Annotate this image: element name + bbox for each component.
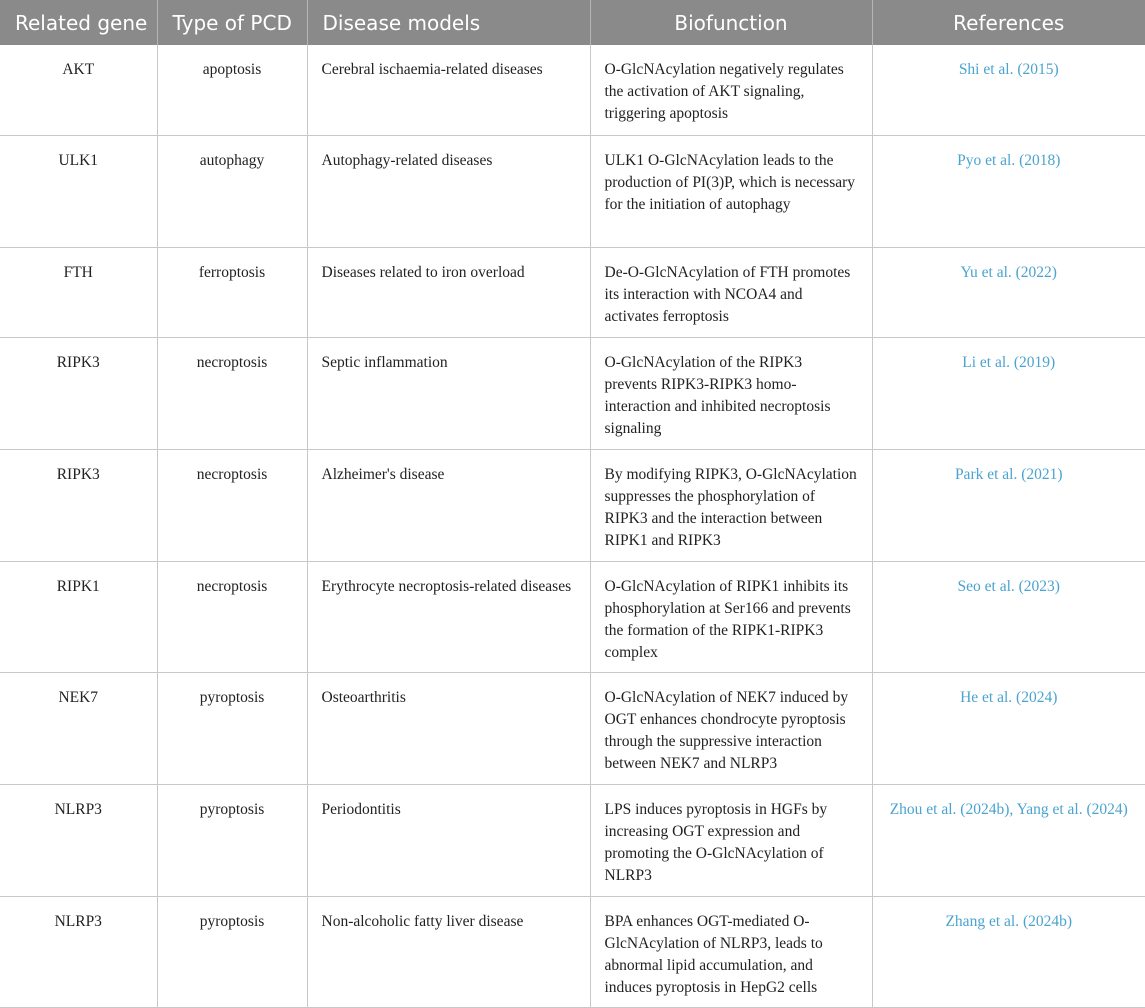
cell-references (872, 45, 1145, 135)
cell-disease-model: Cerebral ischaemia-related diseases (307, 45, 590, 135)
table-body (0, 45, 1145, 1007)
reference-link[interactable]: Pyo et al. (2018) (957, 151, 1061, 169)
cell-type-of-pcd: necroptosis (157, 561, 307, 672)
cell-disease-model: Septic inflammation (307, 337, 590, 449)
cell-disease-model: Non-alcoholic fatty liver disease (307, 896, 590, 1007)
reference-link[interactable]: Yang et al. (2024) (1016, 800, 1128, 818)
reference-link[interactable]: Li et al. (2019) (962, 353, 1056, 371)
table-row (0, 561, 1145, 672)
cell-related-gene: NLRP3 (0, 896, 157, 1007)
cell-disease-model: Diseases related to iron overload (307, 247, 590, 337)
cell-biofunction: De-O-GlcNAcylation of FTH promotes its interaction with NCOA4 and activates ferroptosis (590, 247, 872, 337)
cell-related-gene: RIPK3 (0, 449, 157, 561)
header-type-of-pcd: Type of PCD (157, 0, 307, 45)
cell-biofunction: LPS induces pyroptosis in HGFs by increasing OGT expression and promoting the O-GlcNAcylation of NLRP3 (590, 784, 872, 896)
cell-references (872, 896, 1145, 1007)
table-row (0, 672, 1145, 784)
cell-references (872, 672, 1145, 784)
cell-type-of-pcd: necroptosis (157, 337, 307, 449)
cell-type-of-pcd: autophagy (157, 135, 307, 247)
cell-related-gene: RIPK3 (0, 337, 157, 449)
cell-references (872, 135, 1145, 247)
cell-type-of-pcd: pyroptosis (157, 672, 307, 784)
cell-disease-model: Periodontitis (307, 784, 590, 896)
table-row (0, 45, 1145, 135)
cell-related-gene: FTH (0, 247, 157, 337)
table-header (0, 0, 1145, 45)
table-row (0, 247, 1145, 337)
cell-disease-model: Osteoarthritis (307, 672, 590, 784)
reference-link[interactable]: Seo et al. (2023) (957, 577, 1060, 595)
cell-references (872, 449, 1145, 561)
reference-link[interactable]: Zhang et al. (2024b) (945, 912, 1073, 930)
cell-biofunction: O-GlcNAcylation of RIPK1 inhibits its phosphorylation at Ser166 and prevents the formation of the RIPK1-RIPK3 complex (590, 561, 872, 672)
cell-type-of-pcd: apoptosis (157, 45, 307, 135)
header-related-gene: Related gene (0, 0, 157, 45)
header-biofunction: Biofunction (590, 0, 872, 45)
cell-related-gene: ULK1 (0, 135, 157, 247)
cell-disease-model: Erythrocyte necroptosis-related diseases (307, 561, 590, 672)
cell-disease-model: Alzheimer's disease (307, 449, 590, 561)
cell-related-gene: RIPK1 (0, 561, 157, 672)
cell-biofunction: By modifying RIPK3, O-GlcNAcylation suppresses the phosphorylation of RIPK3 and the interaction between RIPK1 and RIPK3 (590, 449, 872, 561)
table-row (0, 896, 1145, 1007)
reference-link[interactable]: Shi et al. (2015) (958, 61, 1059, 78)
cell-disease-model: Autophagy-related diseases (307, 135, 590, 247)
cell-biofunction: O-GlcNAcylation of the RIPK3 prevents RIPK3-RIPK3 homo-interaction and inhibited necroptosis signaling (590, 337, 872, 449)
cell-type-of-pcd: necroptosis (157, 449, 307, 561)
reference-separator: , (1009, 800, 1017, 818)
reference-link[interactable]: He et al. (2024) (960, 688, 1058, 706)
header-references: References (872, 0, 1145, 45)
header-disease-models: Disease models (307, 0, 590, 45)
cell-biofunction: ULK1 O-GlcNAcylation leads to the production of PI(3)P, which is necessary for the initiation of autophagy (590, 135, 872, 247)
cell-references (872, 247, 1145, 337)
table-row (0, 784, 1145, 896)
cell-references (872, 561, 1145, 672)
cell-references (872, 784, 1145, 896)
table-row (0, 449, 1145, 561)
cell-type-of-pcd: pyroptosis (157, 784, 307, 896)
cell-biofunction: BPA enhances OGT-mediated O-GlcNAcylation of NLRP3, leads to abnormal lipid accumulation, and induces pyroptosis in HepG2 cells (590, 896, 872, 1007)
cell-type-of-pcd: pyroptosis (157, 896, 307, 1007)
header-row (0, 0, 1145, 45)
cell-related-gene: NEK7 (0, 672, 157, 784)
cell-biofunction: O-GlcNAcylation of NEK7 induced by OGT enhances chondrocyte pyroptosis through the suppressive interaction between NEK7 and NLRP3 (590, 672, 872, 784)
table-row (0, 135, 1145, 247)
cell-biofunction: O-GlcNAcylation negatively regulates the activation of AKT signaling, triggering apoptosis (590, 45, 872, 135)
reference-link[interactable]: Yu et al. (2022) (960, 263, 1057, 281)
table-row (0, 337, 1145, 449)
cell-type-of-pcd: ferroptosis (157, 247, 307, 337)
reference-link[interactable]: Park et al. (2021) (954, 465, 1063, 483)
reference-link[interactable]: Zhou et al. (2024b) (889, 800, 1010, 818)
cell-related-gene: AKT (0, 45, 157, 135)
cell-references (872, 337, 1145, 449)
cell-related-gene: NLRP3 (0, 784, 157, 896)
